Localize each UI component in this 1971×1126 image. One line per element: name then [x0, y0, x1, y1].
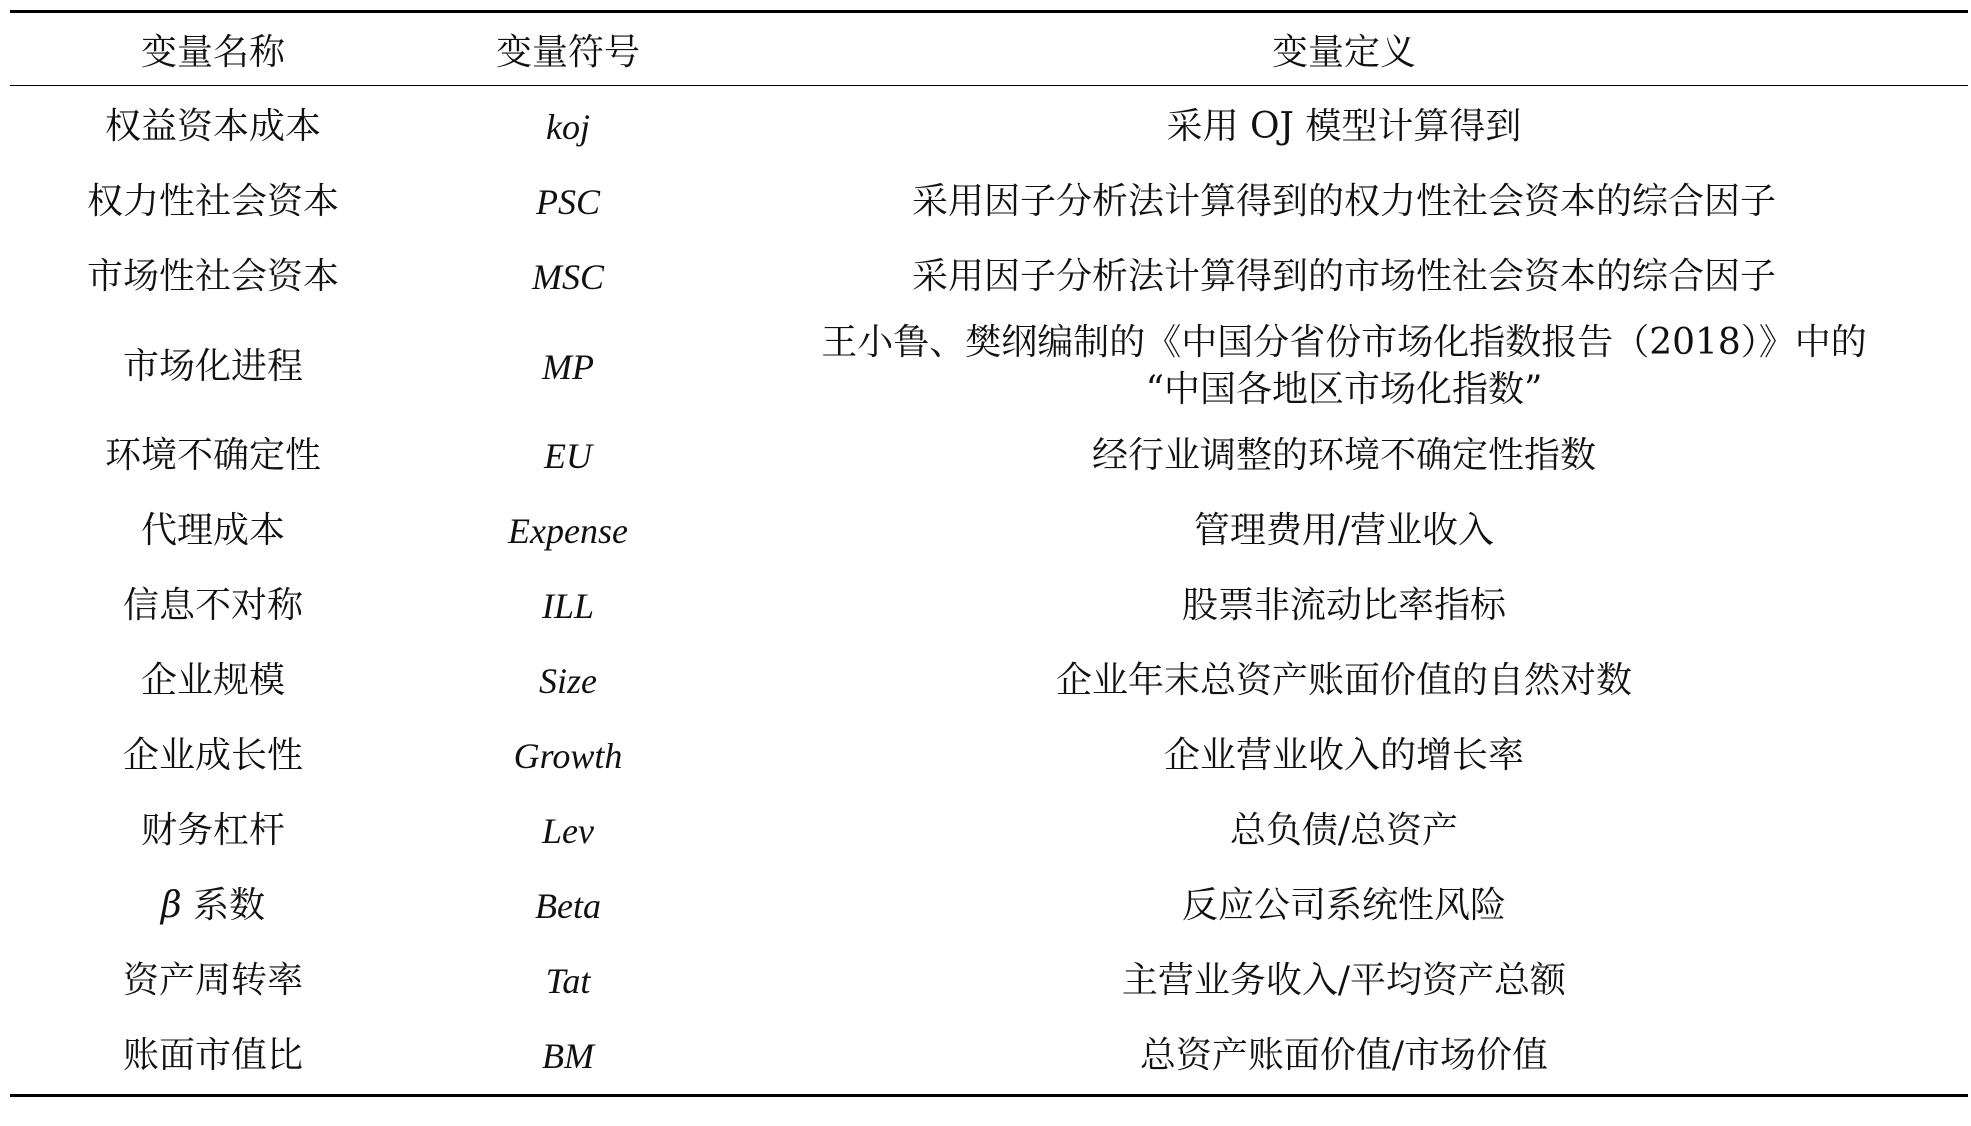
variable-definition: 总负债/总资产	[1229, 810, 1459, 852]
table-row	[10, 1019, 1968, 1096]
variable-definition	[720, 315, 1968, 419]
variable-definition: 采用 OJ 模型计算得到	[1166, 106, 1522, 148]
variable-symbol: MSC	[532, 257, 604, 298]
variable-name: 企业成长性	[122, 735, 303, 777]
variable-symbol: Size	[539, 661, 597, 702]
table-row	[10, 315, 1968, 419]
variable-definition: 总资产账面价值/市场价值	[1139, 1035, 1549, 1077]
table-row	[10, 644, 1968, 719]
definition-line-2: “中国各地区市场化指数”	[1145, 369, 1543, 410]
variable-name: 市场化进程	[122, 345, 303, 387]
variable-definition: 管理费用/营业收入	[1193, 510, 1495, 552]
variable-symbol: PSC	[535, 182, 600, 223]
variable-name: 企业规模	[140, 660, 285, 702]
variable-definition: 企业营业收入的增长率	[1163, 735, 1524, 777]
table-row	[10, 165, 1968, 240]
variable-symbol: Beta	[535, 886, 601, 927]
variable-name: 信息不对称	[122, 585, 303, 627]
variable-definition: 采用因子分析法计算得到的市场性社会资本的综合因子	[911, 256, 1776, 298]
definition-line-1: 王小鲁、樊纲编制的《中国分省份市场化指数报告（2018）》中的	[821, 322, 1867, 364]
variable-symbol: MP	[542, 346, 594, 387]
variable-name: 代理成本	[140, 510, 285, 552]
variable-symbol: Tat	[545, 961, 591, 1002]
variable-name: 财务杠杆	[140, 810, 285, 852]
variable-definition: 主营业务收入/平均资产总额	[1121, 960, 1567, 1002]
variable-name: 权益资本成本	[104, 106, 321, 148]
variable-definition: 股票非流动比率指标	[1181, 585, 1506, 627]
header-variable-definition: 变量定义	[720, 12, 1968, 86]
table-row	[10, 719, 1968, 794]
table-row	[10, 419, 1968, 494]
variable-definition: 反应公司系统性风险	[1181, 885, 1506, 927]
variable-symbol: Lev	[542, 811, 594, 852]
variable-name: 资产周转率	[122, 960, 303, 1002]
variable-name: 市场性社会资本	[86, 256, 339, 298]
variable-name	[10, 869, 416, 944]
beta-symbol: β	[160, 885, 182, 927]
table-row	[10, 794, 1968, 869]
variable-symbol: EU	[544, 436, 592, 477]
variable-definition: 企业年末总资产账面价值的自然对数	[1055, 660, 1632, 702]
variable-name: 环境不确定性	[104, 435, 321, 477]
variable-symbol: Growth	[513, 736, 623, 777]
variable-definition: 经行业调整的环境不确定性指数	[1091, 435, 1596, 477]
variable-definition: 采用因子分析法计算得到的权力性社会资本的综合因子	[911, 181, 1776, 223]
table-row	[10, 86, 1968, 166]
variable-symbol: Expense	[508, 511, 628, 552]
variable-symbol: BM	[542, 1036, 594, 1077]
variable-symbol: ILL	[541, 586, 595, 627]
header-variable-symbol: 变量符号	[416, 12, 720, 86]
table-row	[10, 869, 1968, 944]
table-row	[10, 944, 1968, 1019]
variable-name-text: 系数	[193, 885, 266, 927]
header-variable-name: 变量名称	[10, 12, 416, 86]
variable-definition-table	[10, 10, 1968, 1097]
table-header-row	[10, 12, 1968, 86]
variable-name: 账面市值比	[122, 1035, 303, 1077]
variable-symbol: koj	[546, 107, 590, 148]
table-row	[10, 494, 1968, 569]
table-row	[10, 569, 1968, 644]
variable-name: 权力性社会资本	[86, 181, 339, 223]
table-row	[10, 240, 1968, 315]
